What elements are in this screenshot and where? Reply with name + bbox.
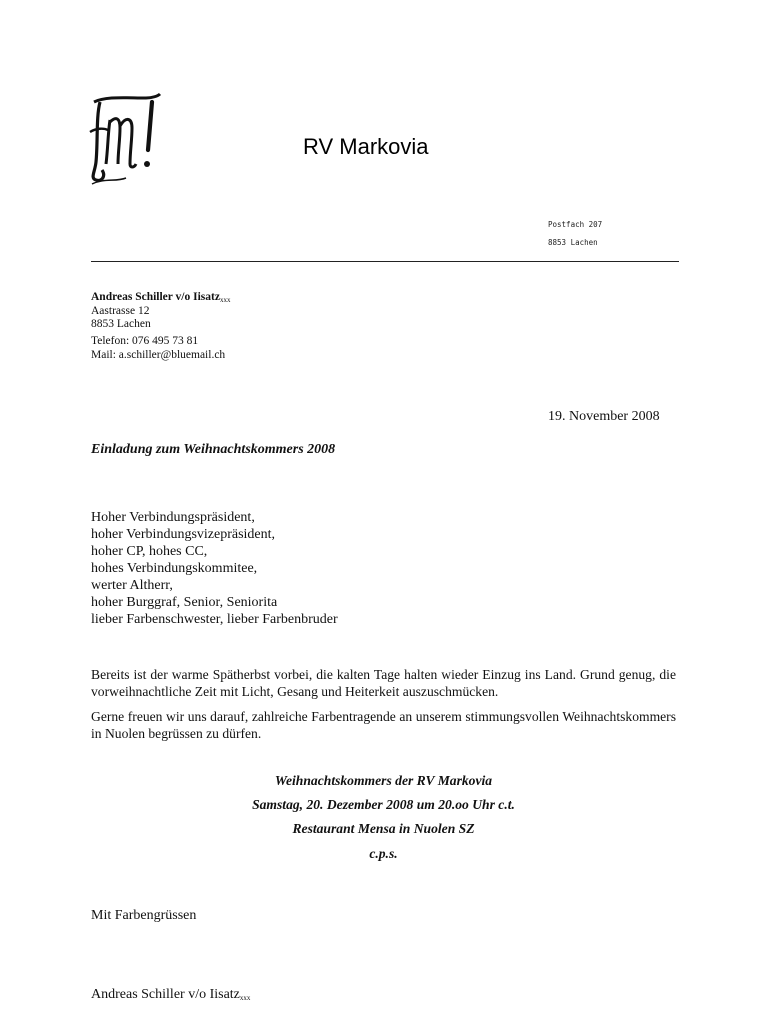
letterhead-divider: [91, 261, 679, 262]
sender-name-suffix: xxx: [219, 296, 231, 304]
event-datetime: Samstag, 20. Dezember 2008 um 20.oo Uhr c.t.: [252, 797, 515, 812]
salutation-line: hoher Verbindungsvizepräsident,: [91, 527, 276, 542]
signature-name: Andreas Schiller v/o Iisatz: [91, 987, 240, 1002]
body-paragraph: Bereits ist der warme Spätherbst vorbei, die kalten Tage halten wieder Einzug ins Land. Grund genug, die vorweihnachtliche Zeit mit Licht, Gesang und Heiterkeit auszuschmücken.: [91, 667, 676, 699]
salutation-line: hoher CP, hohes CC,: [91, 544, 208, 559]
salutation-line: werter Altherr,: [91, 578, 173, 593]
signature-suffix: xxx: [239, 994, 251, 1002]
sender-mail: Mail: a.schiller@bluemail.ch: [91, 349, 226, 361]
event-title: Weihnachtskommers der RV Markovia: [274, 773, 493, 788]
sender-phone: Telefon: 076 495 73 81: [91, 335, 199, 347]
closing-phrase: Mit Farbengrüssen: [91, 908, 197, 923]
event-location: Restaurant Mensa in Nuolen SZ: [292, 821, 475, 836]
letter-subject: Einladung zum Weihnachtskommers 2008: [91, 442, 336, 457]
salutation-line: hoher Burggraf, Senior, Seniorita: [91, 595, 278, 610]
letter-date: 19. November 2008: [548, 409, 660, 424]
salutation-line: Hoher Verbindungspräsident,: [91, 510, 255, 525]
salutation-line: lieber Farbenschwester, lieber Farbenbruder: [91, 612, 338, 627]
event-note: c.p.s.: [369, 846, 398, 861]
signature-line: [91, 987, 250, 1003]
letterhead-postfach: Postfach 207: [548, 220, 603, 229]
sender-name: Andreas Schiller v/o Iisatz: [91, 291, 220, 303]
body-paragraph: Gerne freuen wir uns darauf, zahlreiche Farbentragende an unserem stimmungsvollen Weihnachtskommers in Nuolen begrüssen zu dürfen.: [91, 709, 676, 741]
organization-name: RV Markovia: [303, 134, 429, 159]
logo: [86, 92, 166, 187]
sender-city: 8853 Lachen: [91, 318, 151, 330]
salutation-line: hohes Verbindungskommitee,: [91, 561, 258, 576]
sender-street: Aastrasse 12: [91, 305, 150, 317]
sender-name-line: [91, 290, 230, 305]
salutation-block: [91, 509, 338, 628]
letterhead-plz-ort: 8853 Lachen: [548, 238, 598, 247]
